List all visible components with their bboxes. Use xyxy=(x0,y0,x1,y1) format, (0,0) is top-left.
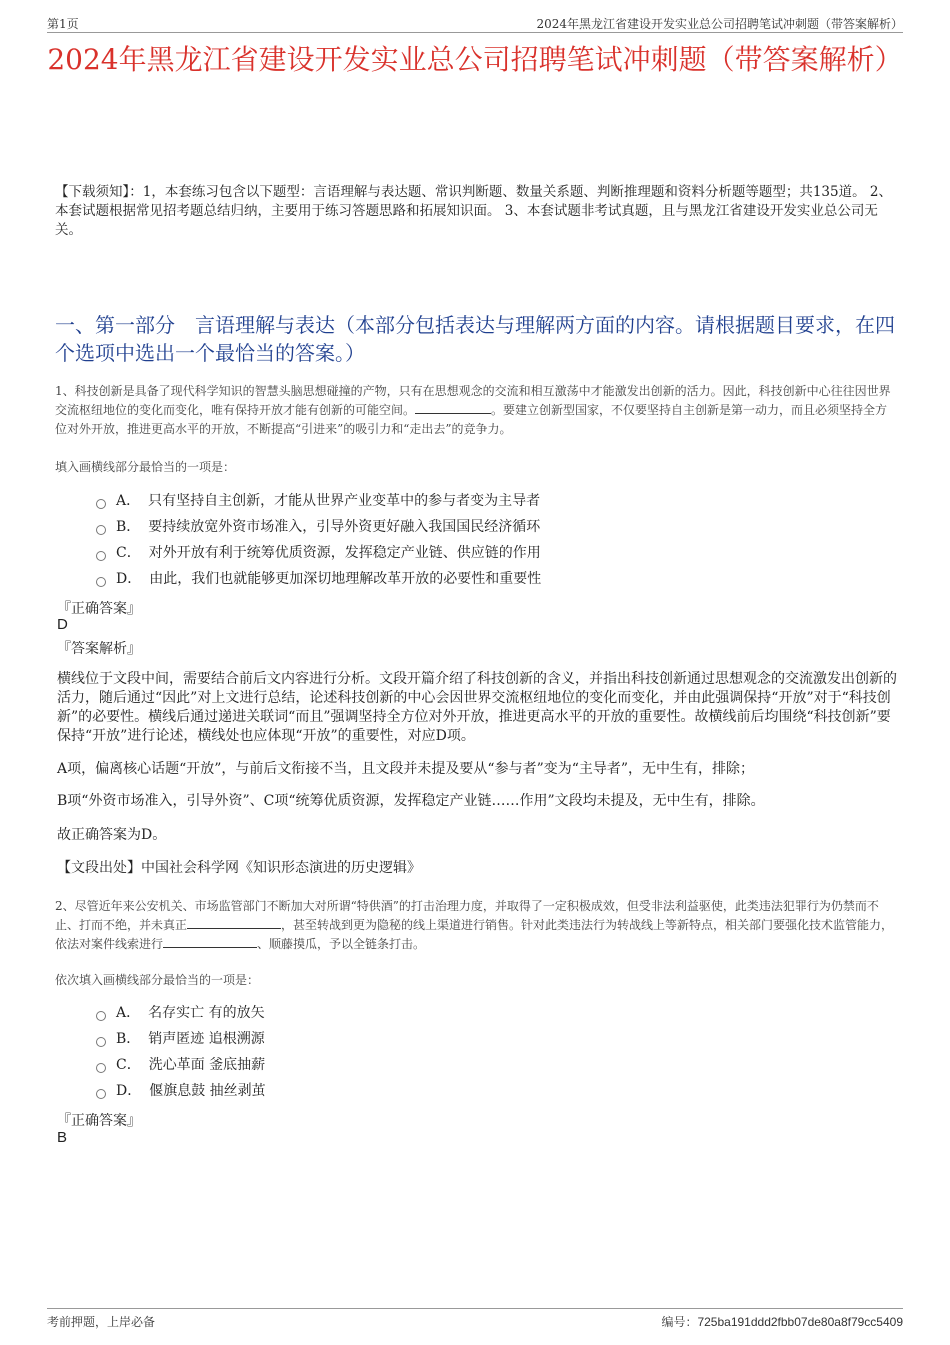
option-c[interactable]: C． 洗心革面 釜底抽薪 xyxy=(96,1052,890,1078)
answer-value: B xyxy=(57,1129,68,1146)
answer-blank xyxy=(415,402,491,414)
question-2-options xyxy=(96,1000,890,1104)
explanation-paragraph: 故正确答案为D。 xyxy=(57,827,167,843)
answer-label: 『正确答案』 xyxy=(57,601,141,617)
explanation-paragraph: B项“外资市场准入，引导外资”、C项“统筹优质资源，发挥稳定产业链……作用”文段均未提及，无中生有，排除。 xyxy=(57,793,765,809)
footer-slogan: 考前押题，上岸必备 xyxy=(47,1315,156,1329)
page-header xyxy=(47,14,903,33)
option-c[interactable]: C． 对外开放有利于统筹优质资源，发挥稳定产业链、供应链的作用 xyxy=(96,540,890,566)
header-doc-title: 2024年黑龙江省建设开发实业总公司招聘笔试冲刺题（带答案解析） xyxy=(536,17,903,31)
radio-button[interactable] xyxy=(96,1011,106,1021)
radio-button[interactable] xyxy=(96,1089,106,1099)
question-1-prompt: 填入画横线部分最恰当的一项是： xyxy=(55,460,236,474)
answer-blank xyxy=(163,936,257,948)
option-a[interactable]: A． 只有坚持自主创新，才能从世界产业变革中的参与者变为主导者 xyxy=(96,488,890,514)
page-footer xyxy=(47,1308,903,1329)
document-id: 编号：725ba191ddd2fbb07de80a8f79cc5409 xyxy=(661,1315,903,1329)
radio-button[interactable] xyxy=(96,1063,106,1073)
option-d[interactable]: D． 由此，我们也就能够更加深切地理解改革开放的必要性和重要性 xyxy=(96,566,890,592)
explanation-paragraph: A项，偏离核心话题“开放”，与前后文衔接不当，且文段并未提及要从“参与者”变为“主导者”，无中生有，排除； xyxy=(57,761,755,777)
question-1-options xyxy=(96,488,890,592)
radio-button[interactable] xyxy=(96,1037,106,1047)
answer-blank xyxy=(187,917,281,929)
radio-button[interactable] xyxy=(96,525,106,535)
question-1-stem: 1、科技创新是具备了现代科学知识的智慧头脑思想碰撞的产物，只有在思想观念的交流和相互激荡中才能激发出创新的活力。因此，科技创新中心往往因世界交流枢纽地位的变化而变化，唯有保持开放才能有创新的可能空间。 。要建立创新型国家，不仅要坚持自主创新是第一动力，而且必须坚持全方位对外开放，推进更高水平的开放，不断提高“引进来”的吸引力和“走出去”的竞争力。 xyxy=(55,384,891,436)
source-citation: 【文段出处】中国社会科学网《知识形态演进的历史逻辑》 xyxy=(57,860,421,876)
option-d[interactable]: D． 偃旗息鼓 抽丝剥茧 xyxy=(96,1078,890,1104)
section-heading: 一、第一部分 言语理解与表达（本部分包括表达与理解两方面的内容。请根据题目要求，在四个选项中选出一个最恰当的答案。） xyxy=(55,313,895,365)
page-number: 第1页 xyxy=(47,17,79,31)
radio-button[interactable] xyxy=(96,499,106,509)
answer-label: 『正确答案』 xyxy=(57,1113,141,1129)
question-2-prompt: 依次填入画横线部分最恰当的一项是： xyxy=(55,973,260,987)
option-b[interactable]: B． 要持续放宽外资市场准入，引导外资更好融入我国国民经济循环 xyxy=(96,514,890,540)
answer-value: D xyxy=(57,616,68,633)
option-b[interactable]: B． 销声匿迹 追根溯源 xyxy=(96,1026,890,1052)
radio-button[interactable] xyxy=(96,551,106,561)
document-title: 2024年黑龙江省建设开发实业总公司招聘笔试冲刺题（带答案解析） xyxy=(47,43,903,76)
question-2-stem: 2、尽管近年来公安机关、市场监管部门不断加大对所谓“特供酒”的打击治理力度，并取得了一定积极成效，但受非法利益驱使，此类违法犯罪行为仍禁而不止、打而不绝，并未真正 ，甚至转战到更为隐秘的线上渠道进行销售。针对此类违法行为转战线上等新特点，相关部门要强化技术监管能力，依法对案件线索进行 、顺藤摸瓜，予以全链条打击。 xyxy=(55,899,894,951)
radio-button[interactable] xyxy=(96,577,106,587)
explanation-label: 『答案解析』 xyxy=(57,641,141,657)
explanation-paragraph: 横线位于文段中间，需要结合前后文内容进行分析。文段开篇介绍了科技创新的含义，并指出科技创新通过思想观念的交流激发出创新的活力，随后通过“因此”对上文进行总结，论述科技创新的中心会因世界交流枢纽地位的变化而变化，并由此强调保持“开放”对于“科技创新”的必要性。横线后通过递进关联词“而且”强调坚持全方位对外开放，推进更高水平的开放的重要性。故横线前后均围绕“科技创新”要保持“开放”进行论述，横线处也应体现“开放”的重要性，对应D项。 xyxy=(57,671,897,744)
download-notice: 【下载须知】：1，本套练习包含以下题型：言语理解与表达题、常识判断题、数量关系题、判断推理题和资料分析题等题型；共135道。 2、本套试题根据常见招考题总结归纳，主要用于练习答题思路和拓展知识面。 3、本套试题非考试真题，且与黑龙江省建设开发实业总公司无关。 xyxy=(55,184,892,238)
option-a[interactable]: A． 名存实亡 有的放矢 xyxy=(96,1000,890,1026)
